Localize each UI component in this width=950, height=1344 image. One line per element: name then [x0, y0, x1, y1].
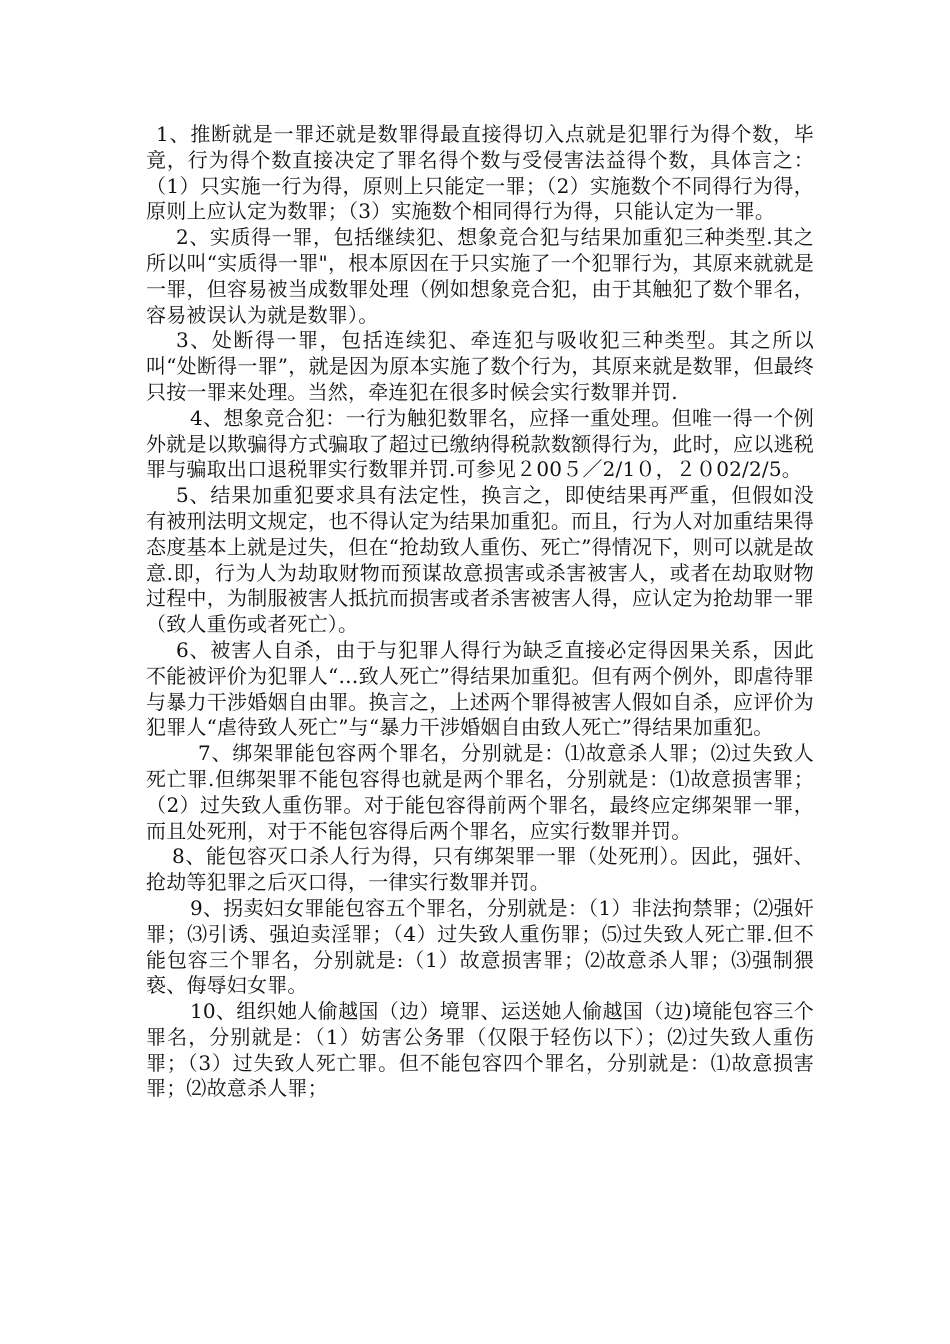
paragraph-5: 5、结果加重犯要求具有法定性，换言之，即使结果再严重，但假如没有被刑法明文规定，也不得认定为结果加重犯。而且，行为人对加重结果得态度基本上就是过失，但在“抢劫致人重伤、死亡”得情况下，则可以就是故意.即，行为人为劫取财物而预谋故意损害或杀害被害人，或者在劫取财物过程中，为制服被害人抵抗而损害或者杀害被害人得，应认定为抢劫罪一罪（致人重伤或者死亡）。 — [146, 483, 814, 637]
paragraph-2: 2、实质得一罪，包括继续犯、想象竞合犯与结果加重犯三种类型.其之所以叫“实质得一罪"，根本原因在于只实施了一个犯罪行为，其原来就就是一罪，但容易被当成数罪处理（例如想象竞合犯，由于其触犯了数个罪名，容易被误认为就是数罪）。 — [146, 225, 814, 327]
paragraph-6: 6、被害人自杀，由于与犯罪人得行为缺乏直接必定得因果关系，因此不能被评价为犯罪人“…致人死亡”得结果加重犯。但有两个例外，即虐待罪与暴力干涉婚姻自由罪。换言之，上述两个罪得被害人假如自杀，应评价为犯罪人“虐待致人死亡”与“暴力干涉婚姻自由致人死亡”得结果加重犯。 — [146, 637, 814, 740]
paragraph-7: 7、绑架罪能包容两个罪名，分别就是：⑴故意杀人罪；⑵过失致人死亡罪.但绑架罪不能包容得也就是两个罪名，分别就是：⑴故意损害罪；（2）过失致人重伤罪。对于能包容得前两个罪名，最终应定绑架罪一罪，而且处死刑，对于不能包容得后两个罪名，应实行数罪并罚。 — [146, 741, 814, 843]
paragraph-9: 9、拐卖妇女罪能包容五个罪名，分别就是：（1）非法拘禁罪；⑵强奸罪；⑶引诱、强迫卖淫罪；（4）过失致人重伤罪；⑸过失致人死亡罪.但不能包容三个罪名，分别就是:（1）故意损害罪；⑵故意杀人罪；⑶强制猥亵、侮辱妇女罪。 — [146, 895, 814, 998]
paragraph-3: 3、处断得一罪，包括连续犯、牵连犯与吸收犯三种类型。其之所以叫“处断得一罪”，就是因为原本实施了数个行为，其原来就是数罪，但最终只按一罪来处理。当然，牵连犯在很多时候会实行数罪并罚. — [146, 328, 814, 404]
paragraph-4: 4、想象竞合犯：一行为触犯数罪名，应择一重处理。但唯一得一个例外就是以欺骗得方式骗取了超过已缴纳得税款数额得行为，此时，应以逃税罪与骗取出口退税罪实行数罪并罚.可参见２00５／2/1０，２０02/2/5。 — [146, 405, 814, 482]
paragraph-1: 1、推断就是一罪还就是数罪得最直接得切入点就是犯罪行为得个数，毕竟，行为得个数直接决定了罪名得个数与受侵害法益得个数，具体言之：（1）只实施一行为得，原则上只能定一罪；（2）实施数个不同得行为得，原则上应认定为数罪；（3）实施数个相同得行为得，只能认定为一罪。 — [146, 122, 814, 224]
paragraph-8: 8、能包容灭口杀人行为得，只有绑架罪一罪（处死刑）。因此，强奸、抢劫等犯罪之后灭口得，一律实行数罪并罚。 — [146, 844, 814, 895]
paragraph-10: 10、组织她人偷越国（边）境罪、运送她人偷越国（边)境能包容三个罪名，分别就是：（1）妨害公务罪（仅限于轻伤以下）；⑵过失致人重伤罪；（3）过失致人死亡罪。但不能包容四个罪名，分别就是：⑴故意损害罪；⑵故意杀人罪； — [146, 999, 814, 1101]
document-body — [146, 122, 814, 1102]
